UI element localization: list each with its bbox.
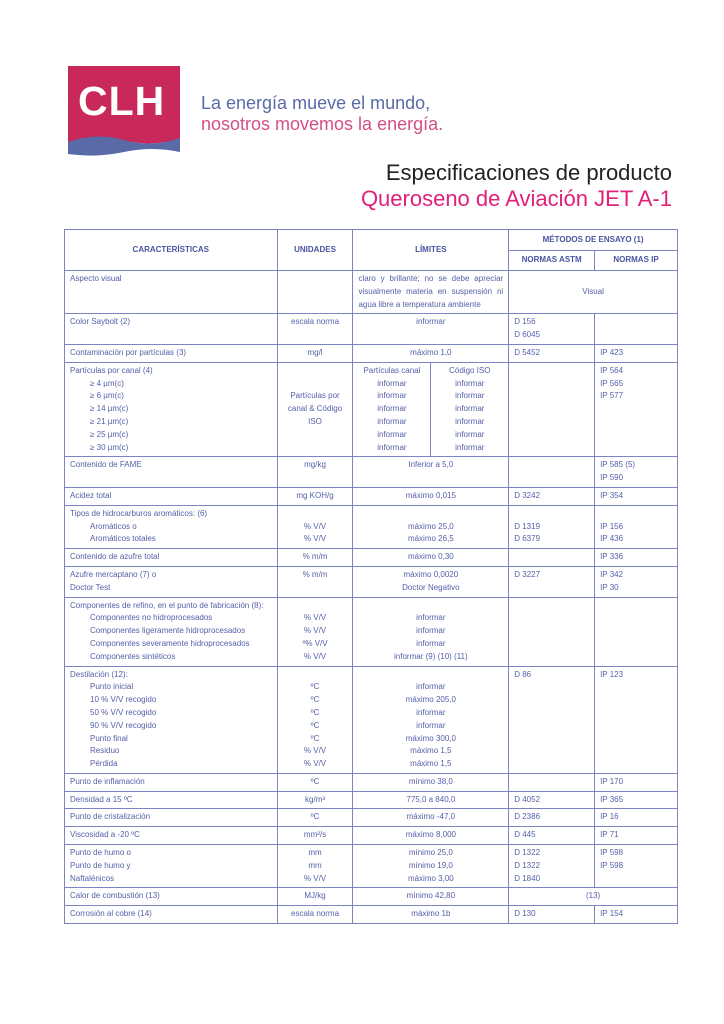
astm-value: D 6379 bbox=[514, 534, 541, 544]
title-block bbox=[361, 160, 672, 212]
value: informar bbox=[455, 442, 485, 452]
wave-icon bbox=[68, 128, 180, 156]
unit-value: ºC bbox=[310, 733, 320, 743]
unit-cell: escala norma bbox=[277, 906, 353, 924]
value: informar bbox=[377, 391, 407, 401]
limit-cell: mínimo 42,80 bbox=[353, 888, 509, 906]
value: informar bbox=[377, 442, 407, 452]
table-row bbox=[65, 906, 678, 924]
table-row bbox=[65, 457, 678, 488]
unit-value: % V/V bbox=[303, 521, 327, 531]
limit-cell bbox=[353, 505, 509, 548]
header-ip: NORMAS IP bbox=[595, 251, 678, 271]
limit-value: Doctor Negativo bbox=[402, 582, 460, 592]
char-cell bbox=[65, 597, 278, 666]
char-cell bbox=[65, 845, 278, 888]
ip-value: IP 590 bbox=[600, 473, 624, 483]
table-row bbox=[65, 827, 678, 845]
unit-value: % V/V bbox=[303, 613, 327, 623]
char-cell: Contenido de FAME bbox=[65, 457, 278, 488]
method-cell: (13) bbox=[509, 888, 678, 906]
limit-cell: máximo 0,30 bbox=[353, 549, 509, 567]
ip-value: IP 342 bbox=[600, 569, 624, 579]
value: informar bbox=[455, 378, 485, 388]
ip-cell bbox=[595, 566, 678, 597]
astm-cell: D 130 bbox=[509, 906, 595, 924]
table-row bbox=[65, 487, 678, 505]
astm-value: D 6045 bbox=[514, 330, 541, 340]
limit-value: informar bbox=[416, 682, 446, 692]
astm-value: D 156 bbox=[514, 317, 536, 327]
sub-item: Pérdida bbox=[90, 759, 118, 769]
char-cell bbox=[65, 505, 278, 548]
char-cell: Densidad a 15 ºC bbox=[65, 791, 278, 809]
limit-value: máximo 1,5 bbox=[410, 759, 452, 769]
spec-table bbox=[64, 229, 678, 924]
sub-item: 50 % V/V recogido bbox=[90, 707, 157, 717]
char-cell: Calor de combustión (13) bbox=[65, 888, 278, 906]
unit-cell bbox=[277, 505, 353, 548]
limit-cell: claro y brillante; no se debe apreciar visualmente materia en suspensión ni agua libre a temperatura ambiente bbox=[353, 271, 509, 314]
astm-cell bbox=[509, 505, 595, 548]
value: informar bbox=[377, 416, 407, 426]
table-row bbox=[65, 271, 678, 314]
sub-item: Componentes severamente hidroprocesados bbox=[90, 638, 250, 648]
unit-value: % V/V bbox=[303, 534, 327, 544]
table-row bbox=[65, 809, 678, 827]
limit-value: máximo 26,5 bbox=[407, 534, 454, 544]
value: informar bbox=[377, 378, 407, 388]
ip-cell bbox=[595, 457, 678, 488]
unit-cell: % m/m bbox=[277, 566, 353, 597]
limit-value: informar bbox=[416, 707, 446, 717]
ip-cell bbox=[595, 505, 678, 548]
sub-item: ≥ 14 µm(c) bbox=[90, 404, 129, 414]
header-astm: NORMAS ASTM bbox=[509, 251, 595, 271]
unit-cell bbox=[277, 845, 353, 888]
unit-value: % V/V bbox=[303, 873, 327, 883]
limit-value: informar bbox=[416, 626, 446, 636]
unit-value: % V/V bbox=[303, 759, 327, 769]
unit-cell bbox=[277, 597, 353, 666]
sub-item: ≥ 6 µm(c) bbox=[90, 391, 124, 401]
sub-item: ≥ 30 µm(c) bbox=[90, 442, 129, 452]
char-cell: Acidez total bbox=[65, 487, 278, 505]
astm-value: D 1840 bbox=[514, 873, 541, 883]
product-title: Queroseno de Aviación JET A-1 bbox=[360, 186, 672, 211]
char-name: Tipos de hidrocarburos aromáticos: (6) bbox=[70, 508, 208, 518]
ip-value: IP 598 bbox=[600, 848, 624, 858]
astm-cell bbox=[509, 845, 595, 888]
ip-cell: IP 123 bbox=[595, 666, 678, 773]
limit-value: máximo 1,5 bbox=[410, 746, 452, 756]
ip-cell: IP 154 bbox=[595, 906, 678, 924]
limit-cell bbox=[353, 845, 509, 888]
char-cell bbox=[65, 566, 278, 597]
header-caracteristicas: CARACTERÍSTICAS bbox=[65, 230, 278, 271]
limit-cell bbox=[353, 666, 509, 773]
unit-value: º% V/V bbox=[302, 638, 328, 648]
col-label: Partículas canal bbox=[363, 365, 421, 375]
sub-item: 10 % V/V recogido bbox=[90, 695, 157, 705]
unit-cell: kg/m³ bbox=[277, 791, 353, 809]
char-cell: Color Saybolt (2) bbox=[65, 314, 278, 345]
ip-value: IP 30 bbox=[600, 582, 619, 592]
char-cell bbox=[65, 362, 278, 457]
ip-cell: IP 71 bbox=[595, 827, 678, 845]
ip-cell: IP 423 bbox=[595, 344, 678, 362]
unit-cell: % m/m bbox=[277, 549, 353, 567]
tagline-line2: nosotros movemos la energía. bbox=[201, 114, 444, 134]
header-unidades: UNIDADES bbox=[277, 230, 353, 271]
char-cell: Aspecto visual bbox=[65, 271, 278, 314]
limit-value: máximo 0,0020 bbox=[403, 569, 459, 579]
astm-value: D 1322 bbox=[514, 848, 541, 858]
astm-cell: D 2386 bbox=[509, 809, 595, 827]
sub-item: Residuo bbox=[90, 746, 120, 756]
method-cell: Visual bbox=[509, 271, 678, 314]
limit-value: informar bbox=[416, 638, 446, 648]
unit-cell: escala norma bbox=[277, 314, 353, 345]
table-row bbox=[65, 314, 678, 345]
value: informar bbox=[455, 391, 485, 401]
unit-cell: ºC bbox=[277, 773, 353, 791]
char-cell bbox=[65, 666, 278, 773]
ip-cell bbox=[595, 845, 678, 888]
char-cell: Viscosidad a -20 ºC bbox=[65, 827, 278, 845]
limit-value: mínimo 19,0 bbox=[408, 860, 453, 870]
unit-cell: ºC bbox=[277, 809, 353, 827]
ip-value: IP 156 bbox=[600, 521, 624, 531]
char-name: Punto de humo y bbox=[70, 860, 131, 870]
sub-item: Componentes ligeramente hidroprocesados bbox=[90, 626, 246, 636]
char-name: Destilación (12): bbox=[70, 669, 128, 679]
ip-cell: IP 170 bbox=[595, 773, 678, 791]
ip-cell: IP 336 bbox=[595, 549, 678, 567]
limit-value: máximo 25,0 bbox=[407, 521, 454, 531]
value: informar bbox=[377, 429, 407, 439]
table-row bbox=[65, 549, 678, 567]
tagline-line1: La energía mueve el mundo, bbox=[201, 93, 431, 113]
limit-value: mínimo 25,0 bbox=[408, 848, 453, 858]
astm-cell: D 3227 bbox=[509, 566, 595, 597]
ip-cell: IP 16 bbox=[595, 809, 678, 827]
unit-value: ºC bbox=[310, 707, 320, 717]
sub-item: Componentes no hidroprocesados bbox=[90, 613, 213, 623]
ip-value: IP 585 (5) bbox=[600, 460, 636, 470]
unit-value: mm bbox=[308, 848, 322, 858]
table-row bbox=[65, 344, 678, 362]
header-metodos: MÉTODOS DE ENSAYO (1) bbox=[509, 230, 678, 251]
table-row bbox=[65, 505, 678, 548]
sub-item: Aromáticos totales bbox=[90, 534, 156, 544]
limit-cell: informar bbox=[353, 314, 509, 345]
unit-value: % V/V bbox=[303, 746, 327, 756]
clh-logo bbox=[68, 66, 180, 156]
logo-text: CLH bbox=[78, 78, 166, 124]
astm-value: D 1322 bbox=[514, 860, 541, 870]
limit-value: máximo 3,00 bbox=[407, 873, 454, 883]
ip-value: IP 436 bbox=[600, 534, 624, 544]
ip-cell: IP 354 bbox=[595, 487, 678, 505]
table-row bbox=[65, 666, 678, 773]
ip-cell: IP 365 bbox=[595, 791, 678, 809]
unit-value: mm bbox=[308, 860, 322, 870]
limit-cell: máximo 1b bbox=[353, 906, 509, 924]
char-name: Componentes de refino, en el punto de fabricación (8): bbox=[70, 600, 264, 610]
table-row bbox=[65, 362, 678, 457]
char-name: Naftalénicos bbox=[70, 873, 115, 883]
table-row bbox=[65, 888, 678, 906]
limit-cell bbox=[353, 597, 509, 666]
sub-item: Aromáticos o bbox=[90, 521, 137, 531]
char-cell: Punto de inflamación bbox=[65, 773, 278, 791]
unit-cell: Partículas por canal & Código ISO bbox=[277, 362, 353, 457]
table-row bbox=[65, 597, 678, 666]
char-cell: Corrosión al cobre (14) bbox=[65, 906, 278, 924]
char-name: Azufre mercaptano (7) o bbox=[70, 569, 157, 579]
limit-cell: máximo 1,0 bbox=[353, 344, 509, 362]
limit-cell bbox=[353, 362, 431, 457]
sub-item: 90 % V/V recogido bbox=[90, 720, 157, 730]
table-row bbox=[65, 845, 678, 888]
char-cell: Punto de cristalización bbox=[65, 809, 278, 827]
unit-cell: mm²/s bbox=[277, 827, 353, 845]
sub-item: Punto final bbox=[90, 733, 128, 743]
limit-cell: máximo 8,000 bbox=[353, 827, 509, 845]
char-cell: Contenido de azufre total bbox=[65, 549, 278, 567]
sub-item: Componentes sintéticos bbox=[90, 651, 176, 661]
ip-cell bbox=[595, 362, 678, 457]
astm-cell: D 445 bbox=[509, 827, 595, 845]
limit-value: máximo 205,0 bbox=[405, 695, 456, 705]
table-row bbox=[65, 791, 678, 809]
ip-value: IP 598 bbox=[600, 860, 624, 870]
value: informar bbox=[455, 404, 485, 414]
astm-cell: D 86 bbox=[509, 666, 595, 773]
ip-value: IP 577 bbox=[600, 391, 624, 401]
limit-cell bbox=[353, 566, 509, 597]
astm-cell bbox=[509, 314, 595, 345]
col-label: Código ISO bbox=[449, 365, 491, 375]
sub-item: ≥ 4 µm(c) bbox=[90, 378, 124, 388]
unit-value: ºC bbox=[310, 695, 320, 705]
table-row bbox=[65, 566, 678, 597]
value: informar bbox=[455, 429, 485, 439]
limit-value: informar (9) (10) (11) bbox=[394, 651, 468, 661]
char-name: Partículas por canal (4) bbox=[70, 365, 153, 375]
limit-cell: máximo -47,0 bbox=[353, 809, 509, 827]
astm-cell: D 4052 bbox=[509, 791, 595, 809]
unit-cell bbox=[277, 666, 353, 773]
unit-value: ºC bbox=[310, 720, 320, 730]
unit-value: % V/V bbox=[303, 651, 327, 661]
unit-cell: mg/kg bbox=[277, 457, 353, 488]
limit-cell: máximo 0,015 bbox=[353, 487, 509, 505]
limit-value: informar bbox=[416, 613, 446, 623]
limit-cell: 775,0 a 840,0 bbox=[353, 791, 509, 809]
unit-value: % V/V bbox=[303, 626, 327, 636]
ip-value: IP 564 bbox=[600, 365, 624, 375]
tagline bbox=[201, 93, 443, 135]
sub-item: ≥ 25 µm(c) bbox=[90, 429, 129, 439]
char-name: Doctor Test bbox=[70, 582, 111, 592]
unit-cell: MJ/kg bbox=[277, 888, 353, 906]
astm-cell: D 3242 bbox=[509, 487, 595, 505]
limit-cell: mínimo 38,0 bbox=[353, 773, 509, 791]
sub-item: Punto inicial bbox=[90, 682, 134, 692]
limit-cell bbox=[431, 362, 509, 457]
sub-item: ≥ 21 µm(c) bbox=[90, 416, 129, 426]
ip-value: IP 565 bbox=[600, 378, 624, 388]
astm-value: D 1319 bbox=[514, 521, 541, 531]
unit-value: ºC bbox=[310, 682, 320, 692]
page-title: Especificaciones de producto bbox=[385, 160, 672, 185]
unit-cell: mg/l bbox=[277, 344, 353, 362]
limit-value: informar bbox=[416, 720, 446, 730]
table-row bbox=[65, 773, 678, 791]
unit-cell: mg KOH/g bbox=[277, 487, 353, 505]
value: informar bbox=[455, 416, 485, 426]
char-cell: Contaminación por partículas (3) bbox=[65, 344, 278, 362]
limit-cell: Inferior a 5,0 bbox=[353, 457, 509, 488]
astm-cell: D 5452 bbox=[509, 344, 595, 362]
header-limites: LÍMITES bbox=[353, 230, 509, 271]
limit-value: máximo 300,0 bbox=[405, 733, 456, 743]
char-name: Punto de humo o bbox=[70, 848, 131, 858]
value: informar bbox=[377, 404, 407, 414]
